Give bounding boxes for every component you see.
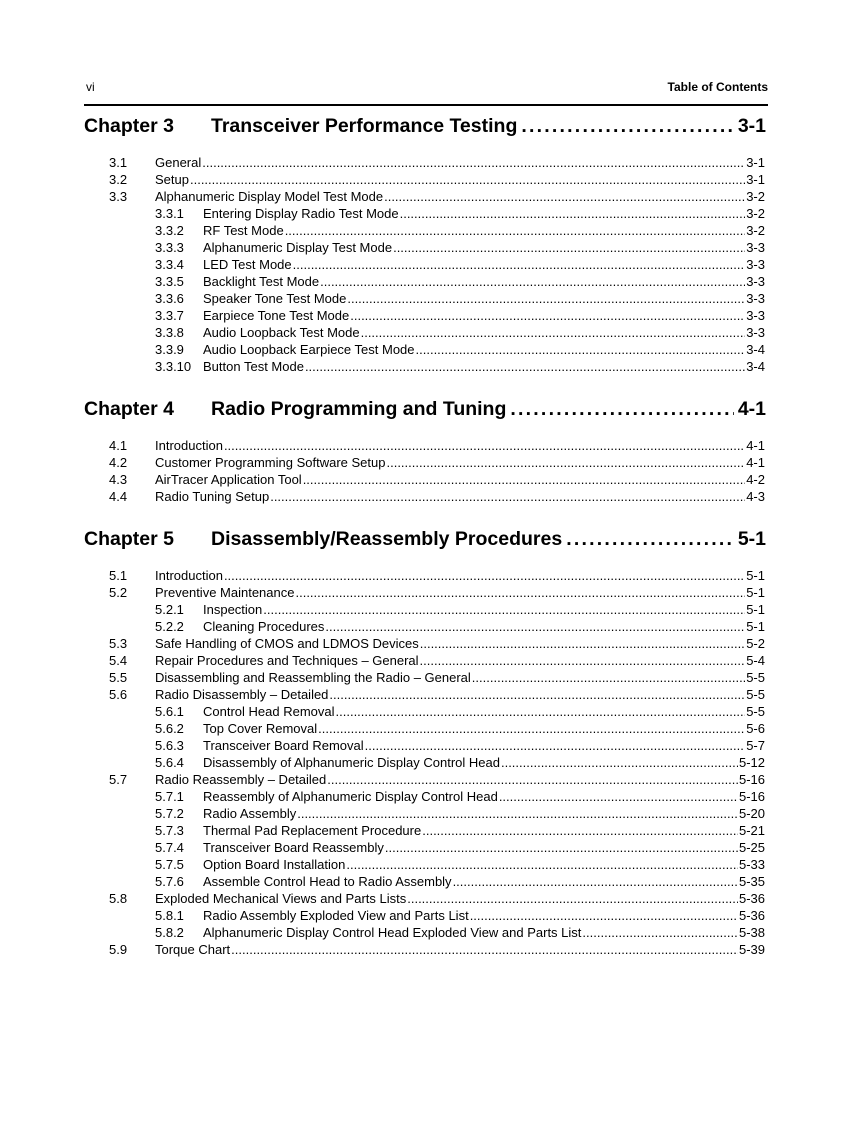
section-page: 3-2: [746, 189, 765, 204]
section-number: 5.5: [109, 670, 128, 685]
section-number: 3.3: [109, 189, 128, 204]
section-number: 4.4: [109, 489, 128, 504]
toc-entry[interactable]: [109, 274, 765, 291]
section-page: 4-3: [746, 489, 765, 504]
section-page: 5-4: [746, 653, 765, 668]
section-page: 5-20: [738, 806, 765, 821]
section-page: 5-6: [746, 721, 765, 736]
chapter-heading[interactable]: [84, 528, 766, 552]
dot-leader: [453, 874, 738, 889]
section-number: 5.6.1: [155, 704, 184, 719]
section-title: Transceiver Board Reassembly: [203, 840, 384, 855]
section-page: 4-1: [746, 438, 765, 453]
toc-entry[interactable]: [109, 189, 765, 206]
section-number: 3.3.4: [155, 257, 184, 272]
section-page: 3-3: [746, 325, 765, 340]
toc-entry[interactable]: [109, 472, 765, 489]
section-page: 4-2: [746, 472, 765, 487]
toc-entry[interactable]: [109, 325, 765, 342]
dot-leader: [361, 325, 746, 340]
section-page: 3-4: [746, 359, 765, 374]
section-page: 5-7: [746, 738, 765, 753]
section-number: 5.2.2: [155, 619, 184, 634]
toc-entry[interactable]: [109, 840, 765, 857]
section-title: Entering Display Radio Test Mode: [203, 206, 399, 221]
section-page: 5-5: [746, 670, 765, 685]
section-title: Repair Procedures and Techniques – General: [155, 653, 419, 668]
section-number: 5.2: [109, 585, 128, 600]
chapter-page: 4-1: [737, 398, 766, 420]
section-title: Cleaning Procedures: [203, 619, 325, 634]
section-title: Audio Loopback Earpiece Test Mode: [203, 342, 415, 357]
chapter-label: Chapter 5: [84, 528, 174, 550]
toc-entry[interactable]: [109, 455, 765, 472]
section-number: 4.2: [109, 455, 128, 470]
section-number: 5.7.4: [155, 840, 184, 855]
section-number: 3.3.6: [155, 291, 184, 306]
toc-entry[interactable]: [109, 925, 765, 942]
header-rule: [84, 104, 768, 106]
section-title: General: [155, 155, 202, 170]
section-title: Safe Handling of CMOS and LDMOS Devices: [155, 636, 419, 651]
section-page: 4-1: [746, 455, 765, 470]
dot-leader: [224, 568, 745, 583]
section-title: Control Head Removal: [203, 704, 335, 719]
section-title: Exploded Mechanical Views and Parts Lists: [155, 891, 407, 906]
section-page: 5-5: [746, 704, 765, 719]
dot-leader: [303, 472, 746, 487]
dot-leader: [400, 206, 746, 221]
section-number: 5.8: [109, 891, 128, 906]
section-title: AirTracer Application Tool: [155, 472, 302, 487]
dot-leader: [365, 738, 746, 753]
section-title: Disassembly of Alphanumeric Display Control Head: [203, 755, 500, 770]
section-title: Torque Chart: [155, 942, 231, 957]
section-page: 3-3: [746, 257, 765, 272]
chapter-page: 3-1: [737, 115, 766, 137]
section-page: 5-1: [746, 602, 765, 617]
section-title: Transceiver Board Removal: [203, 738, 364, 753]
chapter-title: Radio Programming and Tuning: [211, 398, 507, 420]
section-page: 5-1: [746, 568, 765, 583]
section-title: Audio Loopback Test Mode: [203, 325, 360, 340]
dot-leader: [270, 489, 745, 504]
toc-entry[interactable]: [109, 240, 765, 257]
dot-leader: [385, 840, 738, 855]
toc-entry[interactable]: [109, 653, 765, 670]
dot-leader: [470, 908, 738, 923]
dot-leader: [190, 172, 745, 187]
dot-leader: [336, 704, 746, 719]
dot-leader: [420, 636, 745, 651]
section-title: Thermal Pad Replacement Procedure: [203, 823, 422, 838]
section-page: 5-36: [738, 908, 765, 923]
section-page: 5-25: [738, 840, 765, 855]
toc-entry[interactable]: [109, 489, 765, 506]
section-page: 3-1: [746, 155, 765, 170]
section-title: Radio Reassembly – Detailed: [155, 772, 327, 787]
section-title: Radio Tuning Setup: [155, 489, 270, 504]
toc-entry[interactable]: [109, 687, 765, 704]
section-page: 5-36: [738, 891, 765, 906]
section-number: 5.6.3: [155, 738, 184, 753]
toc-entry[interactable]: [109, 602, 765, 619]
toc-entry[interactable]: [109, 772, 765, 789]
dot-leader: [384, 189, 745, 204]
section-title: Assemble Control Head to Radio Assembly: [203, 874, 452, 889]
dot-leader: [501, 755, 738, 770]
section-title: Earpiece Tone Test Mode: [203, 308, 350, 323]
toc-entry[interactable]: [109, 891, 765, 908]
section-number: 5.7.5: [155, 857, 184, 872]
section-title: Radio Disassembly – Detailed: [155, 687, 329, 702]
section-number: 5.8.2: [155, 925, 184, 940]
toc-entry[interactable]: [109, 155, 765, 172]
chapter-label: Chapter 3: [84, 115, 174, 137]
section-page: 5-16: [738, 789, 765, 804]
section-number: 5.6: [109, 687, 128, 702]
toc-entry[interactable]: [109, 636, 765, 653]
toc-entry[interactable]: [109, 823, 765, 840]
section-title: Speaker Tone Test Mode: [203, 291, 347, 306]
section-page: 5-33: [738, 857, 765, 872]
section-title: Introduction: [155, 438, 223, 453]
section-page: 3-3: [746, 308, 765, 323]
section-number: 3.3.10: [155, 359, 192, 374]
dot-leader: [350, 308, 745, 323]
section-title: Top Cover Removal: [203, 721, 318, 736]
dot-leader: [231, 942, 738, 957]
section-title: Inspection: [203, 602, 263, 617]
toc-entry[interactable]: [109, 359, 765, 376]
section-page: 5-2: [746, 636, 765, 651]
section-page: 5-1: [746, 619, 765, 634]
section-page: 3-3: [746, 274, 765, 289]
dot-leader: [582, 925, 738, 940]
toc-entry[interactable]: [109, 291, 765, 308]
dot-leader: [285, 223, 746, 238]
toc-entry[interactable]: [109, 619, 765, 636]
toc-entry[interactable]: [109, 857, 765, 874]
section-page: 3-3: [746, 291, 765, 306]
section-number: 3.3.1: [155, 206, 184, 221]
section-number: 5.9: [109, 942, 128, 957]
section-title: Alphanumeric Display Test Mode: [203, 240, 393, 255]
toc-entry[interactable]: [109, 908, 765, 925]
section-number: 4.3: [109, 472, 128, 487]
chapter-heading[interactable]: [84, 115, 766, 139]
chapter-label: Chapter 4: [84, 398, 174, 420]
section-title: Customer Programming Software Setup: [155, 455, 386, 470]
section-title: Alphanumeric Display Model Test Mode: [155, 189, 384, 204]
section-title: Radio Assembly Exploded View and Parts List: [203, 908, 469, 923]
section-number: 5.7.3: [155, 823, 184, 838]
dot-leader: [420, 653, 746, 668]
section-page: 3-2: [746, 223, 765, 238]
section-number: 4.1: [109, 438, 128, 453]
dot-leader: [566, 528, 734, 551]
section-page: 5-21: [738, 823, 765, 838]
section-number: 3.3.8: [155, 325, 184, 340]
section-number: 5.7.6: [155, 874, 184, 889]
section-title: Radio Assembly: [203, 806, 297, 821]
toc-entry[interactable]: [109, 670, 765, 687]
section-title: Reassembly of Alphanumeric Display Control Head: [203, 789, 498, 804]
toc-entry[interactable]: [109, 738, 765, 755]
section-title: LED Test Mode: [203, 257, 292, 272]
toc-entry[interactable]: [109, 342, 765, 359]
section-number: 5.8.1: [155, 908, 184, 923]
dot-leader: [318, 721, 745, 736]
section-title: Disassembling and Reassembling the Radio – General: [155, 670, 471, 685]
dot-leader: [305, 359, 745, 374]
section-number: 3.3.3: [155, 240, 184, 255]
toc-entry[interactable]: [109, 257, 765, 274]
section-page: 3-2: [746, 206, 765, 221]
dot-leader: [346, 857, 738, 872]
toc-entry[interactable]: [109, 755, 765, 772]
dot-leader: [293, 257, 746, 272]
dot-leader: [472, 670, 745, 685]
section-title: Setup: [155, 172, 189, 187]
dot-leader: [386, 455, 745, 470]
section-number: 3.2: [109, 172, 128, 187]
section-number: 5.2.1: [155, 602, 184, 617]
page-number: vi: [86, 80, 95, 94]
toc-entry[interactable]: [109, 942, 765, 959]
section-number: 5.7: [109, 772, 128, 787]
section-number: 3.3.9: [155, 342, 184, 357]
section-title: RF Test Mode: [203, 223, 284, 238]
section-title: Option Board Installation: [203, 857, 346, 872]
dot-leader: [297, 806, 738, 821]
toc-entry[interactable]: [109, 789, 765, 806]
section-page: 5-35: [738, 874, 765, 889]
toc-entry[interactable]: [109, 806, 765, 823]
section-page: 3-1: [746, 172, 765, 187]
toc-entry[interactable]: [109, 585, 765, 602]
dot-leader: [407, 891, 738, 906]
section-title: Backlight Test Mode: [203, 274, 320, 289]
chapter-page: 5-1: [737, 528, 766, 550]
toc-entry[interactable]: [109, 568, 765, 585]
dot-leader: [416, 342, 746, 357]
dot-leader: [202, 155, 745, 170]
section-number: 5.4: [109, 653, 128, 668]
section-number: 3.1: [109, 155, 128, 170]
section-title: Preventive Maintenance: [155, 585, 295, 600]
section-number: 5.3: [109, 636, 128, 651]
dot-leader: [347, 291, 745, 306]
toc-entry[interactable]: [109, 223, 765, 240]
running-head-title: Table of Contents: [667, 80, 768, 94]
section-number: 5.7.2: [155, 806, 184, 821]
section-page: 3-3: [746, 240, 765, 255]
section-page: 5-12: [738, 755, 765, 770]
dot-leader: [422, 823, 738, 838]
chapter-heading[interactable]: [84, 398, 766, 422]
section-page: 5-39: [738, 942, 765, 957]
section-number: 5.6.2: [155, 721, 184, 736]
toc-entry[interactable]: [109, 874, 765, 891]
section-page: 3-4: [746, 342, 765, 357]
dot-leader: [393, 240, 745, 255]
dot-leader: [510, 398, 733, 421]
section-page: 5-38: [738, 925, 765, 940]
dot-leader: [295, 585, 745, 600]
chapter-title: Transceiver Performance Testing: [211, 115, 518, 137]
section-number: 5.7.1: [155, 789, 184, 804]
toc-entry[interactable]: [109, 308, 765, 325]
dot-leader: [325, 619, 745, 634]
section-number: 3.3.2: [155, 223, 184, 238]
toc-entry[interactable]: [109, 438, 765, 455]
toc-entry[interactable]: [109, 704, 765, 721]
section-page: 5-16: [738, 772, 765, 787]
section-title: Introduction: [155, 568, 223, 583]
section-number: 3.3.7: [155, 308, 184, 323]
section-title: Button Test Mode: [203, 359, 304, 374]
chapter-title: Disassembly/Reassembly Procedures: [211, 528, 563, 550]
dot-leader: [329, 687, 745, 702]
dot-leader: [263, 602, 745, 617]
dot-leader: [327, 772, 738, 787]
section-title: Alphanumeric Display Control Head Exploded View and Parts List: [203, 925, 582, 940]
dot-leader: [224, 438, 745, 453]
toc-entry[interactable]: [109, 206, 765, 223]
section-number: 3.3.5: [155, 274, 184, 289]
dot-leader: [320, 274, 745, 289]
dot-leader: [499, 789, 738, 804]
dot-leader: [521, 115, 733, 138]
section-number: 5.1: [109, 568, 128, 583]
toc-entry[interactable]: [109, 172, 765, 189]
section-number: 5.6.4: [155, 755, 184, 770]
section-page: 5-5: [746, 687, 765, 702]
section-page: 5-1: [746, 585, 765, 600]
toc-entry[interactable]: [109, 721, 765, 738]
